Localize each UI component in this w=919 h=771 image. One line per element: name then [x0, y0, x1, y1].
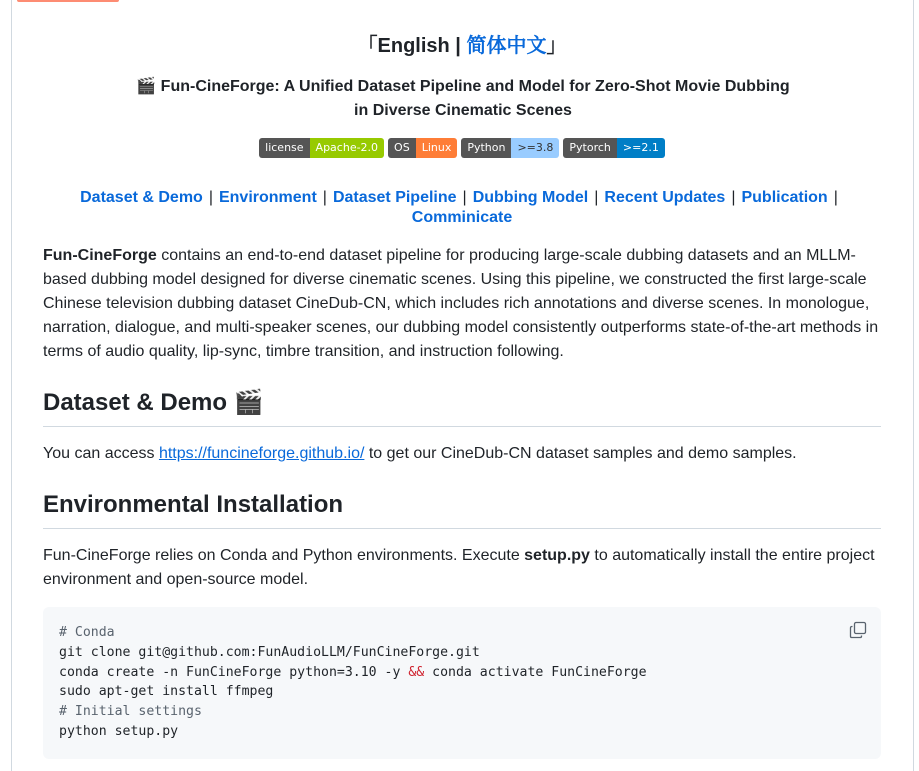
license-badge[interactable]: license Apache-2.0: [259, 138, 384, 158]
lang-english: English: [377, 35, 450, 57]
active-tab-indicator: [17, 0, 119, 2]
pytorch-badge[interactable]: Pytorch >=2.1: [563, 138, 664, 158]
python-badge[interactable]: Python >=3.8: [461, 138, 559, 158]
lang-chinese-link[interactable]: 简体中文: [466, 35, 547, 57]
copy-icon[interactable]: [849, 621, 867, 639]
demo-site-link[interactable]: https://funcineforge.github.io/: [158, 445, 365, 462]
readme-nav: Dataset & Demo | Environment | Dataset Pipeline | Dubbing Model | Recent Updates | Publication | Comminicate: [80, 189, 838, 226]
environment-paragraph: Fun-CineForge relies on Conda and Python environments. Execute setup.py to automatically install the entire project environment and open-source model.: [43, 547, 875, 588]
nav-publication[interactable]: Publication: [741, 189, 828, 206]
os-badge[interactable]: OS Linux: [388, 138, 457, 158]
intro-paragraph: Fun-CineForge contains an end-to-end dataset pipeline for producing large-scale dubbing datasets and an MLLM-based dubbing model designed for diverse cinematic scenes. Using this pipeline, we constructed the first large-scale Chinese television dubbing dataset CineDub-CN, which includes rich annotations and diverse scenes. In monologue, narration, dialogue, and multi-speaker scenes, our dubbing model consistently outperforms state-of-the-art methods in terms of audio quality, lip-sync, timbre transition, and instruction following.: [43, 247, 879, 360]
nav-dubbing-model[interactable]: Dubbing Model: [472, 189, 589, 206]
nav-recent-updates[interactable]: Recent Updates: [604, 189, 726, 206]
page-title: 🎬 Fun-CineForge: A Unified Dataset Pipeline and Model for Zero-Shot Movie Dubbing in Diverse Cinematic Scenes: [136, 78, 790, 119]
nav-environment[interactable]: Environment: [218, 189, 317, 206]
nav-dataset-pipeline[interactable]: Dataset Pipeline: [332, 189, 457, 206]
environment-heading: Environmental Installation: [43, 490, 881, 529]
clapper-icon: 🎬: [136, 78, 157, 95]
code-block: [43, 607, 881, 759]
nav-dataset-demo[interactable]: Dataset & Demo: [80, 189, 203, 206]
nav-communicate[interactable]: Comminicate: [411, 209, 513, 226]
badge-row: [43, 138, 881, 158]
language-switcher: 「English | 简体中文」: [357, 35, 567, 57]
code-text: # Conda git clone git@github.com:FunAudioLLM/FunCineForge.git conda create -n FunCineForge python=3.10 -y && conda activate FunCineForge sudo apt-get install ffmpeg # Initial settings python setup.py: [59, 625, 647, 739]
dataset-demo-heading: Dataset & Demo 🎬: [43, 388, 881, 427]
dataset-demo-paragraph: You can access https://funcineforge.github.io/ to get our CineDub-CN dataset samples and demo samples.: [43, 445, 797, 462]
